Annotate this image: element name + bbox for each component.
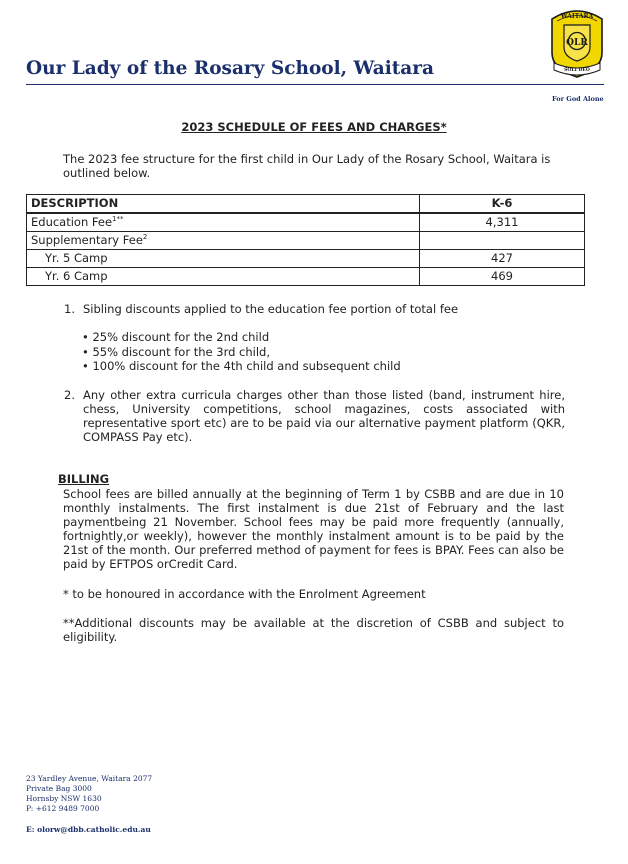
note-number: 2. — [64, 388, 75, 402]
note-1 — [64, 302, 569, 316]
row-label-text: Supplementary Fee — [31, 233, 143, 247]
note-text: Any other extra curricula charges other than those listed (band, instrument hire, chess, University competitions, school magazines, costs associated with representative sport etc) are to be paid via our alternative payment platform (QKR, COMPASS Pay etc). — [83, 388, 565, 444]
address-line: Private Bag 3000 — [26, 784, 92, 793]
column-header-description: DESCRIPTION — [27, 195, 420, 214]
row-label — [27, 232, 420, 250]
row-label — [27, 213, 420, 232]
row-label: Yr. 6 Camp — [27, 268, 420, 286]
billing-paragraph: School fees are billed annually at the beginning of Term 1 by CSBB and are due in 10 monthly instalments. The first instalment is due 21st of February and the last paymentbeing 21 November. School fees may be paid more frequently (annually, fortnightly,or weekly), however the monthly instalment amount is to be paid by the 21st of the month. Our preferred method of payment for fees is BPAY. Fees can also be paid by EFTPOS orCredit Card. — [63, 487, 564, 571]
address-line: Hornsby NSW 1630 — [26, 794, 102, 803]
bullet-icon: • — [82, 344, 89, 359]
document-title: 2023 SCHEDULE OF FEES AND CHARGES* — [181, 120, 447, 134]
bullet-icon: • — [82, 359, 89, 373]
list-item-text: 25% discount for the 2nd child — [92, 330, 270, 344]
school-crest-logo — [548, 7, 606, 79]
billing-heading: BILLING — [58, 472, 110, 486]
list-item-text: 55% discount for the 3rd child, — [92, 344, 271, 359]
table-row — [27, 213, 585, 232]
school-motto: For God Alone — [552, 95, 604, 103]
list-item — [82, 359, 401, 374]
address-line: 23 Yardley Avenue, Waitara 2077 — [26, 774, 153, 783]
list-item-text: 100% discount for the 4th child and subsequent child — [92, 359, 401, 373]
school-name: Our Lady of the Rosary School, Waitara — [26, 58, 434, 79]
note-number: 1. — [64, 302, 75, 316]
footer-address — [26, 774, 152, 814]
row-value: 469 — [420, 268, 585, 286]
row-label-text: Education Fee — [31, 215, 113, 229]
footnote-discounts: **Additional discounts may be available at the discretion of CSBB and subject to eligibility. — [63, 616, 564, 644]
discount-list — [82, 330, 401, 374]
table-header-row — [27, 195, 585, 214]
table-row — [27, 268, 585, 286]
intro-paragraph: The 2023 fee structure for the first child in Our Lady of the Rosary School, Waitara is outlined below. — [63, 152, 551, 180]
footnote-enrolment: * to be honoured in accordance with the Enrolment Agreement — [63, 587, 426, 601]
note-2 — [64, 388, 565, 444]
table-row — [27, 250, 585, 268]
header-rule — [26, 84, 604, 85]
column-header-k6: K-6 — [420, 195, 585, 214]
footer-email[interactable]: E: olorw@dbb.catholic.edu.au — [26, 825, 151, 834]
fees-table — [26, 194, 585, 286]
list-item — [82, 345, 401, 360]
footnote-marker: 1** — [112, 215, 124, 224]
row-label: Yr. 5 Camp — [27, 250, 420, 268]
row-value: 427 — [420, 250, 585, 268]
svg-text:OLR: OLR — [566, 38, 588, 48]
note-text: Sibling discounts applied to the education fee portion of total fee — [83, 302, 459, 316]
phone-number: P: +612 9489 7000 — [26, 804, 100, 813]
list-item — [82, 330, 401, 345]
row-value — [420, 232, 585, 250]
crest-top-text: WAITARA — [560, 13, 594, 20]
crest-bottom-text: SOLI DEO — [564, 68, 590, 73]
footnote-marker: 2 — [142, 233, 148, 242]
table-row — [27, 232, 585, 250]
row-value: 4,311 — [420, 213, 585, 232]
bullet-icon: • — [82, 330, 89, 344]
